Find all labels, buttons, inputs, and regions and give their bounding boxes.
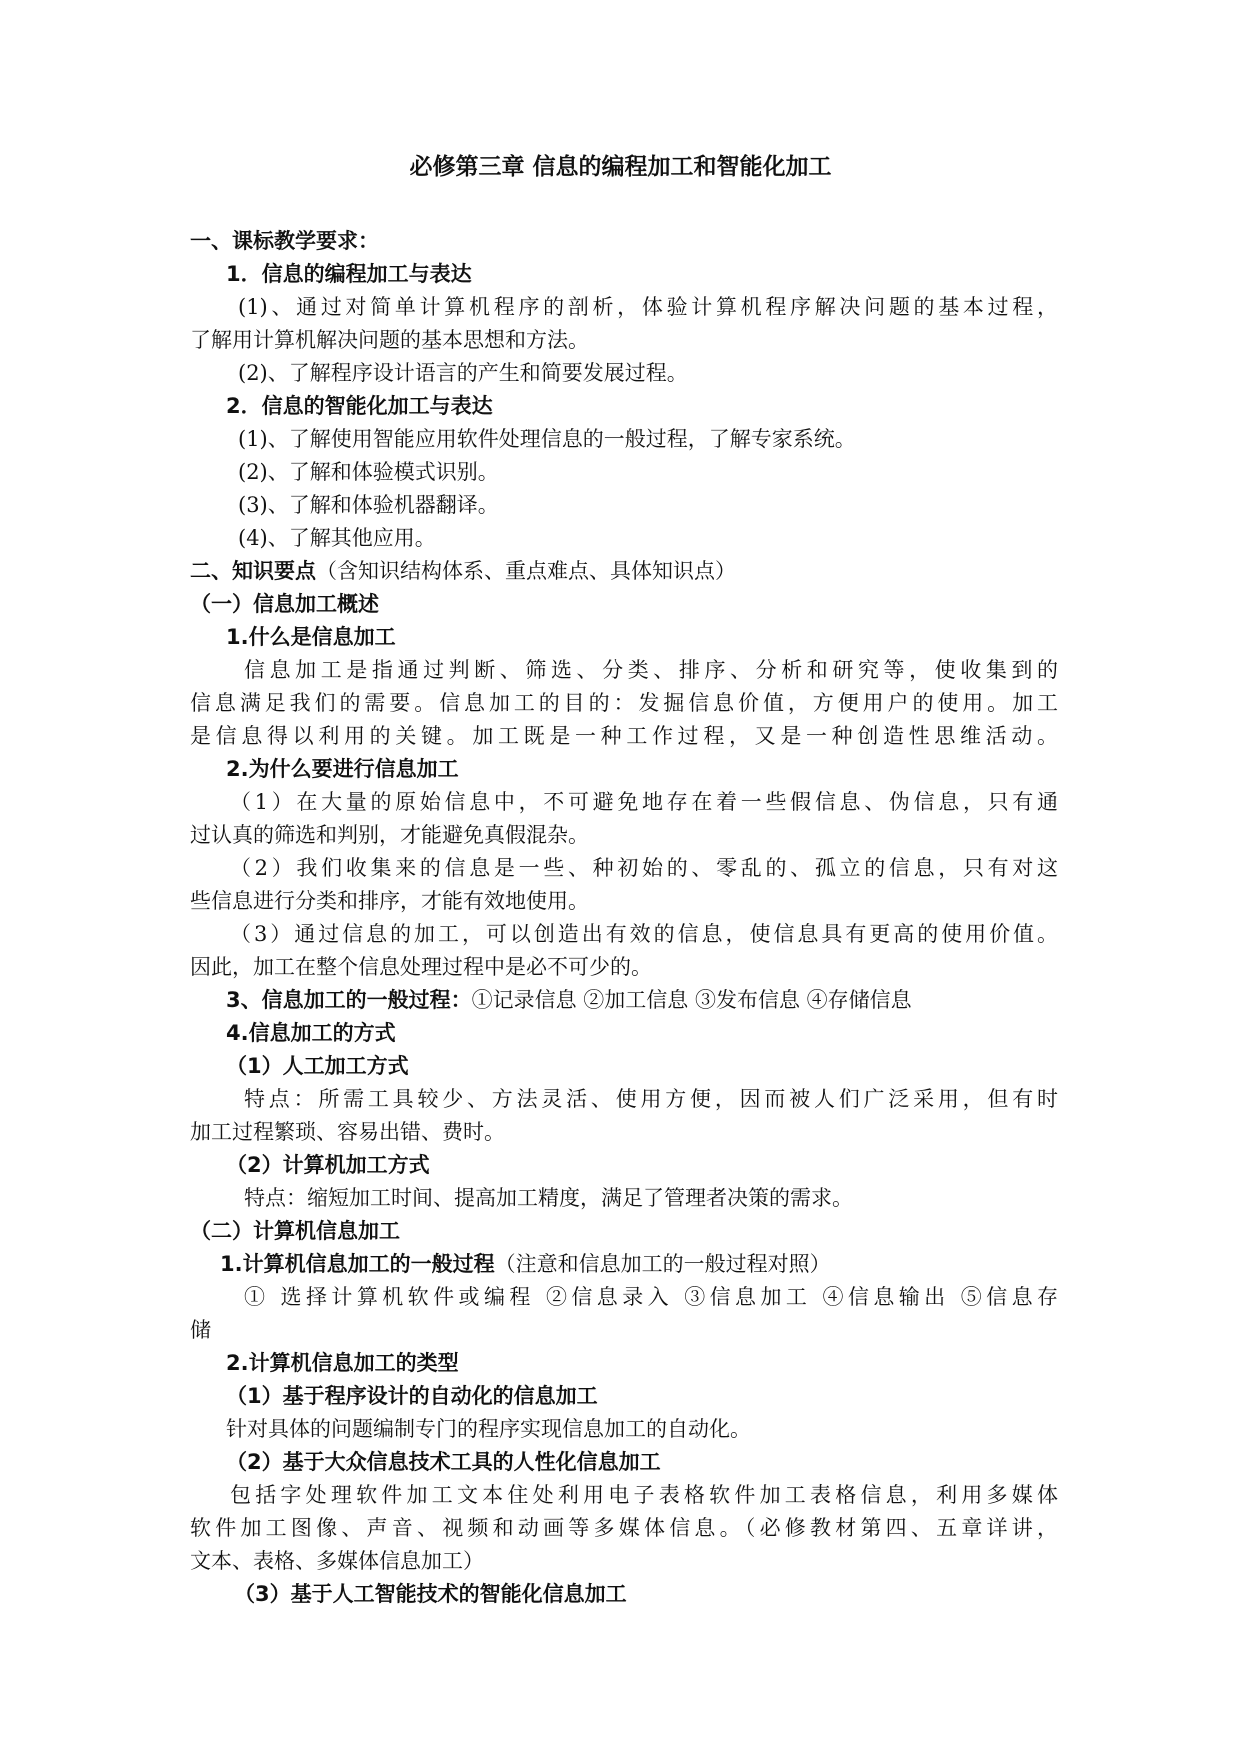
text-line (190, 1281, 1058, 1314)
page-title: 必修第三章 信息的编程加工和智能化加工 (409, 154, 832, 180)
heading-text: （2）基于大众信息技术工具的人性化信息加工 (226, 1450, 661, 1474)
section-heading (190, 753, 1058, 786)
line-text: (1)、了解使用智能应用软件处理信息的一般过程，了解专家系统。 (238, 427, 856, 451)
line-text: 信息加工是指通过判断、筛选、分类、排序、分析和研究等，使收集到的 (244, 658, 1058, 682)
line-text: 了解用计算机解决问题的基本思想和方法。 (190, 328, 589, 352)
line-text: ① 选择计算机软件或编程 ②信息录入 ③信息加工 ④信息输出 ⑤信息存 (244, 1285, 1058, 1309)
section-heading (190, 1380, 1058, 1413)
heading-text: 4.信息加工的方式 (226, 1021, 396, 1045)
text-line (190, 1083, 1058, 1116)
heading-text: 一、课标教学要求： (190, 229, 379, 253)
heading-text: 2．信息的智能化加工与表达 (226, 394, 493, 418)
line-text: 包括字处理软件加工文本住处利用电子表格软件加工表格信息，利用多媒体 (230, 1483, 1058, 1507)
text-line (190, 1314, 1058, 1347)
section-heading (190, 555, 1058, 588)
text-line (190, 819, 1058, 852)
text-line (190, 423, 1058, 456)
document-body (190, 225, 1058, 1611)
heading-text: （二）计算机信息加工 (190, 1219, 400, 1243)
text-line (190, 1512, 1058, 1545)
section-heading (190, 258, 1058, 291)
section-heading (190, 1149, 1058, 1182)
text-line (190, 786, 1058, 819)
line-text: (2)、了解程序设计语言的产生和简要发展过程。 (238, 361, 688, 385)
line-text: 过认真的筛选和判别，才能避免真假混杂。 (190, 823, 589, 847)
text-line (190, 720, 1058, 753)
text-line (190, 357, 1058, 390)
heading-text: （1）人工加工方式 (226, 1054, 409, 1078)
heading-note: （含知识结构体系、重点难点、具体知识点） (316, 559, 736, 583)
heading-text: 1.计算机信息加工的一般过程 (220, 1252, 495, 1276)
text-line (190, 456, 1058, 489)
section-heading (190, 621, 1058, 654)
text-line (190, 1116, 1058, 1149)
section-heading (190, 588, 1058, 621)
text-line (190, 852, 1058, 885)
heading-text: 1.什么是信息加工 (226, 625, 396, 649)
section-heading (190, 1017, 1058, 1050)
line-text: (3)、了解和体验机器翻译。 (238, 493, 499, 517)
text-line (190, 1479, 1058, 1512)
heading-text: （2）计算机加工方式 (226, 1153, 430, 1177)
text-line (190, 654, 1058, 687)
text-line (190, 489, 1058, 522)
text-line (190, 918, 1058, 951)
line-text: 因此，加工在整个信息处理过程中是必不可少的。 (190, 955, 652, 979)
line-text: 文本、表格、多媒体信息加工） (190, 1549, 484, 1573)
text-line (190, 522, 1058, 555)
section-heading (190, 1050, 1058, 1083)
text-line (190, 1545, 1058, 1578)
line-text: 针对具体的问题编制专门的程序实现信息加工的自动化。 (226, 1417, 751, 1441)
heading-text: （3）基于人工智能技术的智能化信息加工 (234, 1582, 627, 1606)
line-text: 些信息进行分类和排序，才能有效地使用。 (190, 889, 589, 913)
line-text: (4)、了解其他应用。 (238, 526, 436, 550)
line-text: （2）我们收集来的信息是一些、种初始的、零乱的、孤立的信息，只有对这 (230, 856, 1058, 880)
text-line (190, 885, 1058, 918)
line-text: 软件加工图像、声音、视频和动画等多媒体信息。（必修教材第四、五章详讲， (190, 1516, 1058, 1540)
line-text: 储 (190, 1318, 211, 1342)
heading-text: 2.为什么要进行信息加工 (226, 757, 459, 781)
line-text: 特点：缩短加工时间、提高加工精度，满足了管理者决策的需求。 (244, 1186, 853, 1210)
text-line (190, 1413, 1058, 1446)
line-text: 信息满足我们的需要。信息加工的目的：发掘信息价值，方便用户的使用。加工 (190, 691, 1058, 715)
heading-text: 二、知识要点 (190, 559, 316, 583)
heading-text: （一）信息加工概述 (190, 592, 379, 616)
text-line (190, 951, 1058, 984)
heading-note: ①记录信息 ②加工信息 ③发布信息 ④存储信息 (471, 988, 912, 1012)
line-text: 特点：所需工具较少、方法灵活、使用方便，因而被人们广泛采用，但有时 (244, 1087, 1058, 1111)
section-heading (190, 390, 1058, 423)
line-text: （3）通过信息的加工，可以创造出有效的信息，使信息具有更高的使用价值。 (230, 922, 1058, 946)
section-heading (190, 1347, 1058, 1380)
line-text: (2)、了解和体验模式识别。 (238, 460, 499, 484)
text-line (190, 324, 1058, 357)
section-heading (190, 984, 1058, 1017)
section-heading (190, 1446, 1058, 1479)
line-text: 是信息得以利用的关键。加工既是一种工作过程，又是一种创造性思维活动。 (190, 724, 1058, 748)
heading-text: 1．信息的编程加工与表达 (226, 262, 472, 286)
text-line (190, 291, 1058, 324)
section-heading (190, 225, 1058, 258)
heading-text: （1）基于程序设计的自动化的信息加工 (226, 1384, 598, 1408)
line-text: （1）在大量的原始信息中，不可避免地存在着一些假信息、伪信息，只有通 (230, 790, 1058, 814)
text-line (190, 1182, 1058, 1215)
line-text: 加工过程繁琐、容易出错、费时。 (190, 1120, 505, 1144)
section-heading (190, 1578, 1058, 1611)
section-heading (190, 1248, 1058, 1281)
heading-note: （注意和信息加工的一般过程对照） (494, 1252, 831, 1276)
text-line (190, 687, 1058, 720)
heading-text: 3、信息加工的一般过程： (226, 988, 472, 1012)
section-heading (190, 1215, 1058, 1248)
line-text: (1)、通过对简单计算机程序的剖析，体验计算机程序解决问题的基本过程， (238, 295, 1058, 319)
heading-text: 2.计算机信息加工的类型 (226, 1351, 459, 1375)
